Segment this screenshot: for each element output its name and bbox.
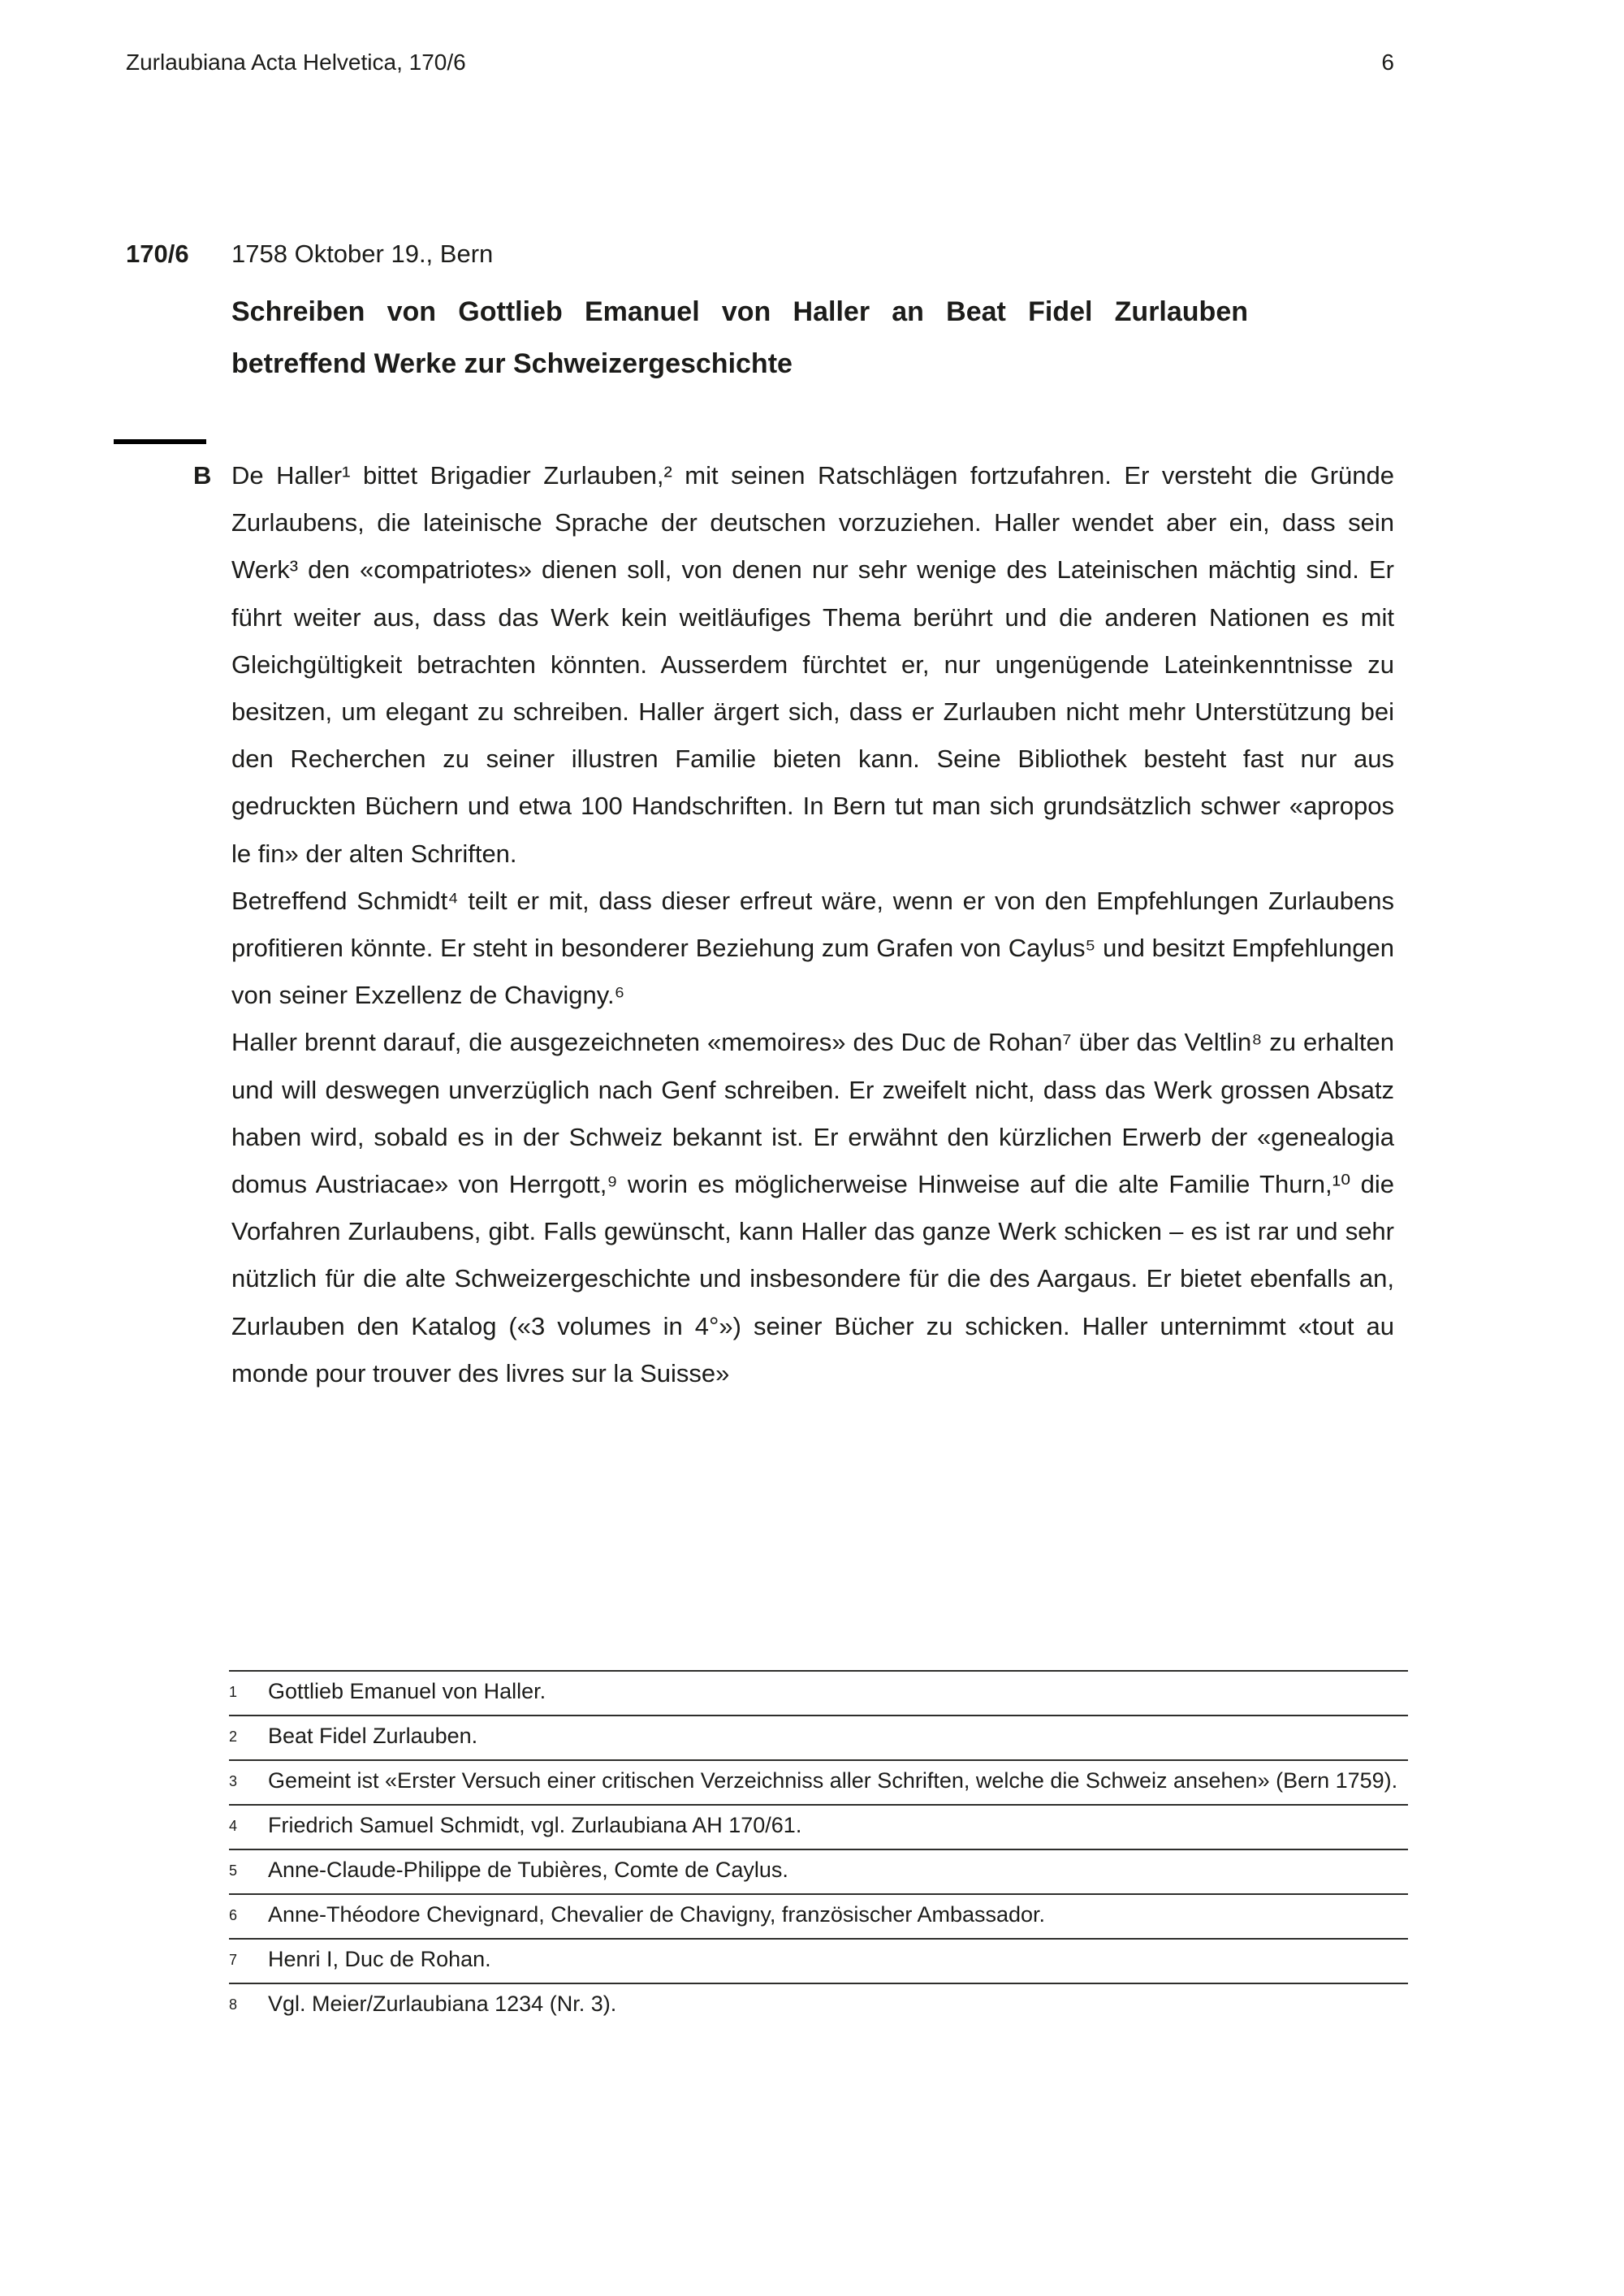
body-paragraph: Betreffend Schmidt⁴ teilt er mit, dass dieser erfreut wäre, wenn er von den Empfehlungen Zurlaubens profitieren könnte. Er steht in besonderer Beziehung zum Grafen von Caylus⁵ und besitzt Empfehlungen von seiner Exzellenz de Chavigny.⁶ — [231, 886, 1394, 1010]
footnote-row — [229, 1849, 1408, 1893]
footnote-text: Anne-Claude-Philippe de Tubières, Comte de Caylus. — [268, 1858, 788, 1882]
footnote-number: 2 — [229, 1728, 238, 1745]
footnotes-section — [229, 1670, 1408, 2027]
footnote-number: 6 — [229, 1907, 238, 1923]
footnote-text: Gemeint ist «Erster Versuch einer critischen Verzeichniss aller Schriften, welche die Schweiz ansehen» (Bern 1759). — [268, 1768, 1398, 1793]
footnote-text: Beat Fidel Zurlauben. — [268, 1724, 478, 1748]
section-marker-b: B — [193, 461, 212, 490]
footnote-number: 7 — [229, 1952, 238, 1968]
entry-date: 1758 Oktober 19., Bern — [231, 240, 494, 268]
footnote-row — [229, 1670, 1408, 1715]
header-title: Zurlaubiana Acta Helvetica, 170/6 — [126, 50, 466, 75]
footnote-row — [229, 1938, 1408, 1983]
footnote-number: 1 — [229, 1684, 238, 1700]
footnote-row — [229, 1983, 1408, 2027]
footnote-text: Henri I, Duc de Rohan. — [268, 1947, 491, 1971]
footnote-row — [229, 1759, 1408, 1804]
running-header — [126, 49, 1394, 76]
footnote-number: 3 — [229, 1773, 238, 1789]
footnote-text: Friedrich Samuel Schmidt, vgl. Zurlaubiana AH 170/61. — [268, 1813, 802, 1837]
body-paragraph: Haller brennt darauf, die ausgezeichneten «memoires» des Duc de Rohan⁷ über das Veltlin⁸ zu erhalten und will deswegen unverzüglich nach Genf schreiben. Er zweifelt nicht, dass das Werk grossen Absatz haben wird, sobald es in der Schweiz bekannt ist. Er erwähnt den kürzlichen Erwerb der «genealogia domus Austriacae» von Herrgott,⁹ worin es möglicherweise Hinweise auf die alte Familie Thurn,¹⁰ die Vorfahren Zurlaubens, gibt. Falls gewünscht, kann Haller das ganze Werk schicken – es ist rar und sehr nützlich für die alte Schweizergeschichte und insbesondere für die des Aargaus. Er bietet ebenfalls an, Zurlauben den Katalog («3 volumes in 4°») seiner Bücher zu schicken. Haller unternimmt «tout au monde pour trouver des livres sur la Suisse» — [231, 1028, 1394, 1388]
footnote-text: Gottlieb Emanuel von Haller. — [268, 1679, 546, 1703]
footnote-number: 4 — [229, 1818, 238, 1834]
regest-body — [231, 452, 1394, 1397]
footnote-row — [229, 1804, 1408, 1849]
footnote-text: Anne-Théodore Chevignard, Chevalier de Chavigny, französischer Ambassador. — [268, 1902, 1046, 1927]
footnote-row — [229, 1893, 1408, 1938]
body-paragraph: De Haller¹ bittet Brigadier Zurlauben,² mit seinen Ratschlägen fortzufahren. Er versteht die Gründe Zurlaubens, die lateinische Sprache der deutschen vorzuziehen. Haller wendet aber ein, dass sein Werk³ den «compatriotes» dienen soll, von denen nur sehr wenige des Lateinischen mächtig sind. Er führt weiter aus, dass das Werk kein weitläufiges Thema berührt und die anderen Nationen es mit Gleichgültigkeit betrachten könnten. Ausserdem fürchtet er, nur ungenügende Lateinkenntnisse zu besitzen, um elegant zu schreiben. Haller ärgert sich, dass er Zurlauben nicht mehr Unterstützung bei den Recherchen zu seiner illustren Familie bieten kann. Seine Bibliothek besteht fast nur aus gedruckten Büchern und etwa 100 Handschriften. In Bern tut man sich grundsätzlich schwer «apropos le fin» der alten Schriften. — [231, 461, 1394, 868]
section-rule — [114, 439, 206, 444]
footnote-text: Vgl. Meier/Zurlaubiana 1234 (Nr. 3). — [268, 1992, 617, 2016]
footnote-number: 5 — [229, 1862, 238, 1879]
entry-title: Schreiben von Gottlieb Emanuel von Haller an Beat Fidel Zurlauben betreffend Werke zur Schweizergeschichte — [231, 296, 1248, 379]
footnote-number: 8 — [229, 1996, 238, 2013]
entry-number: 170/6 — [126, 240, 189, 268]
footnote-row — [229, 1715, 1408, 1759]
page-number: 6 — [1381, 50, 1394, 75]
